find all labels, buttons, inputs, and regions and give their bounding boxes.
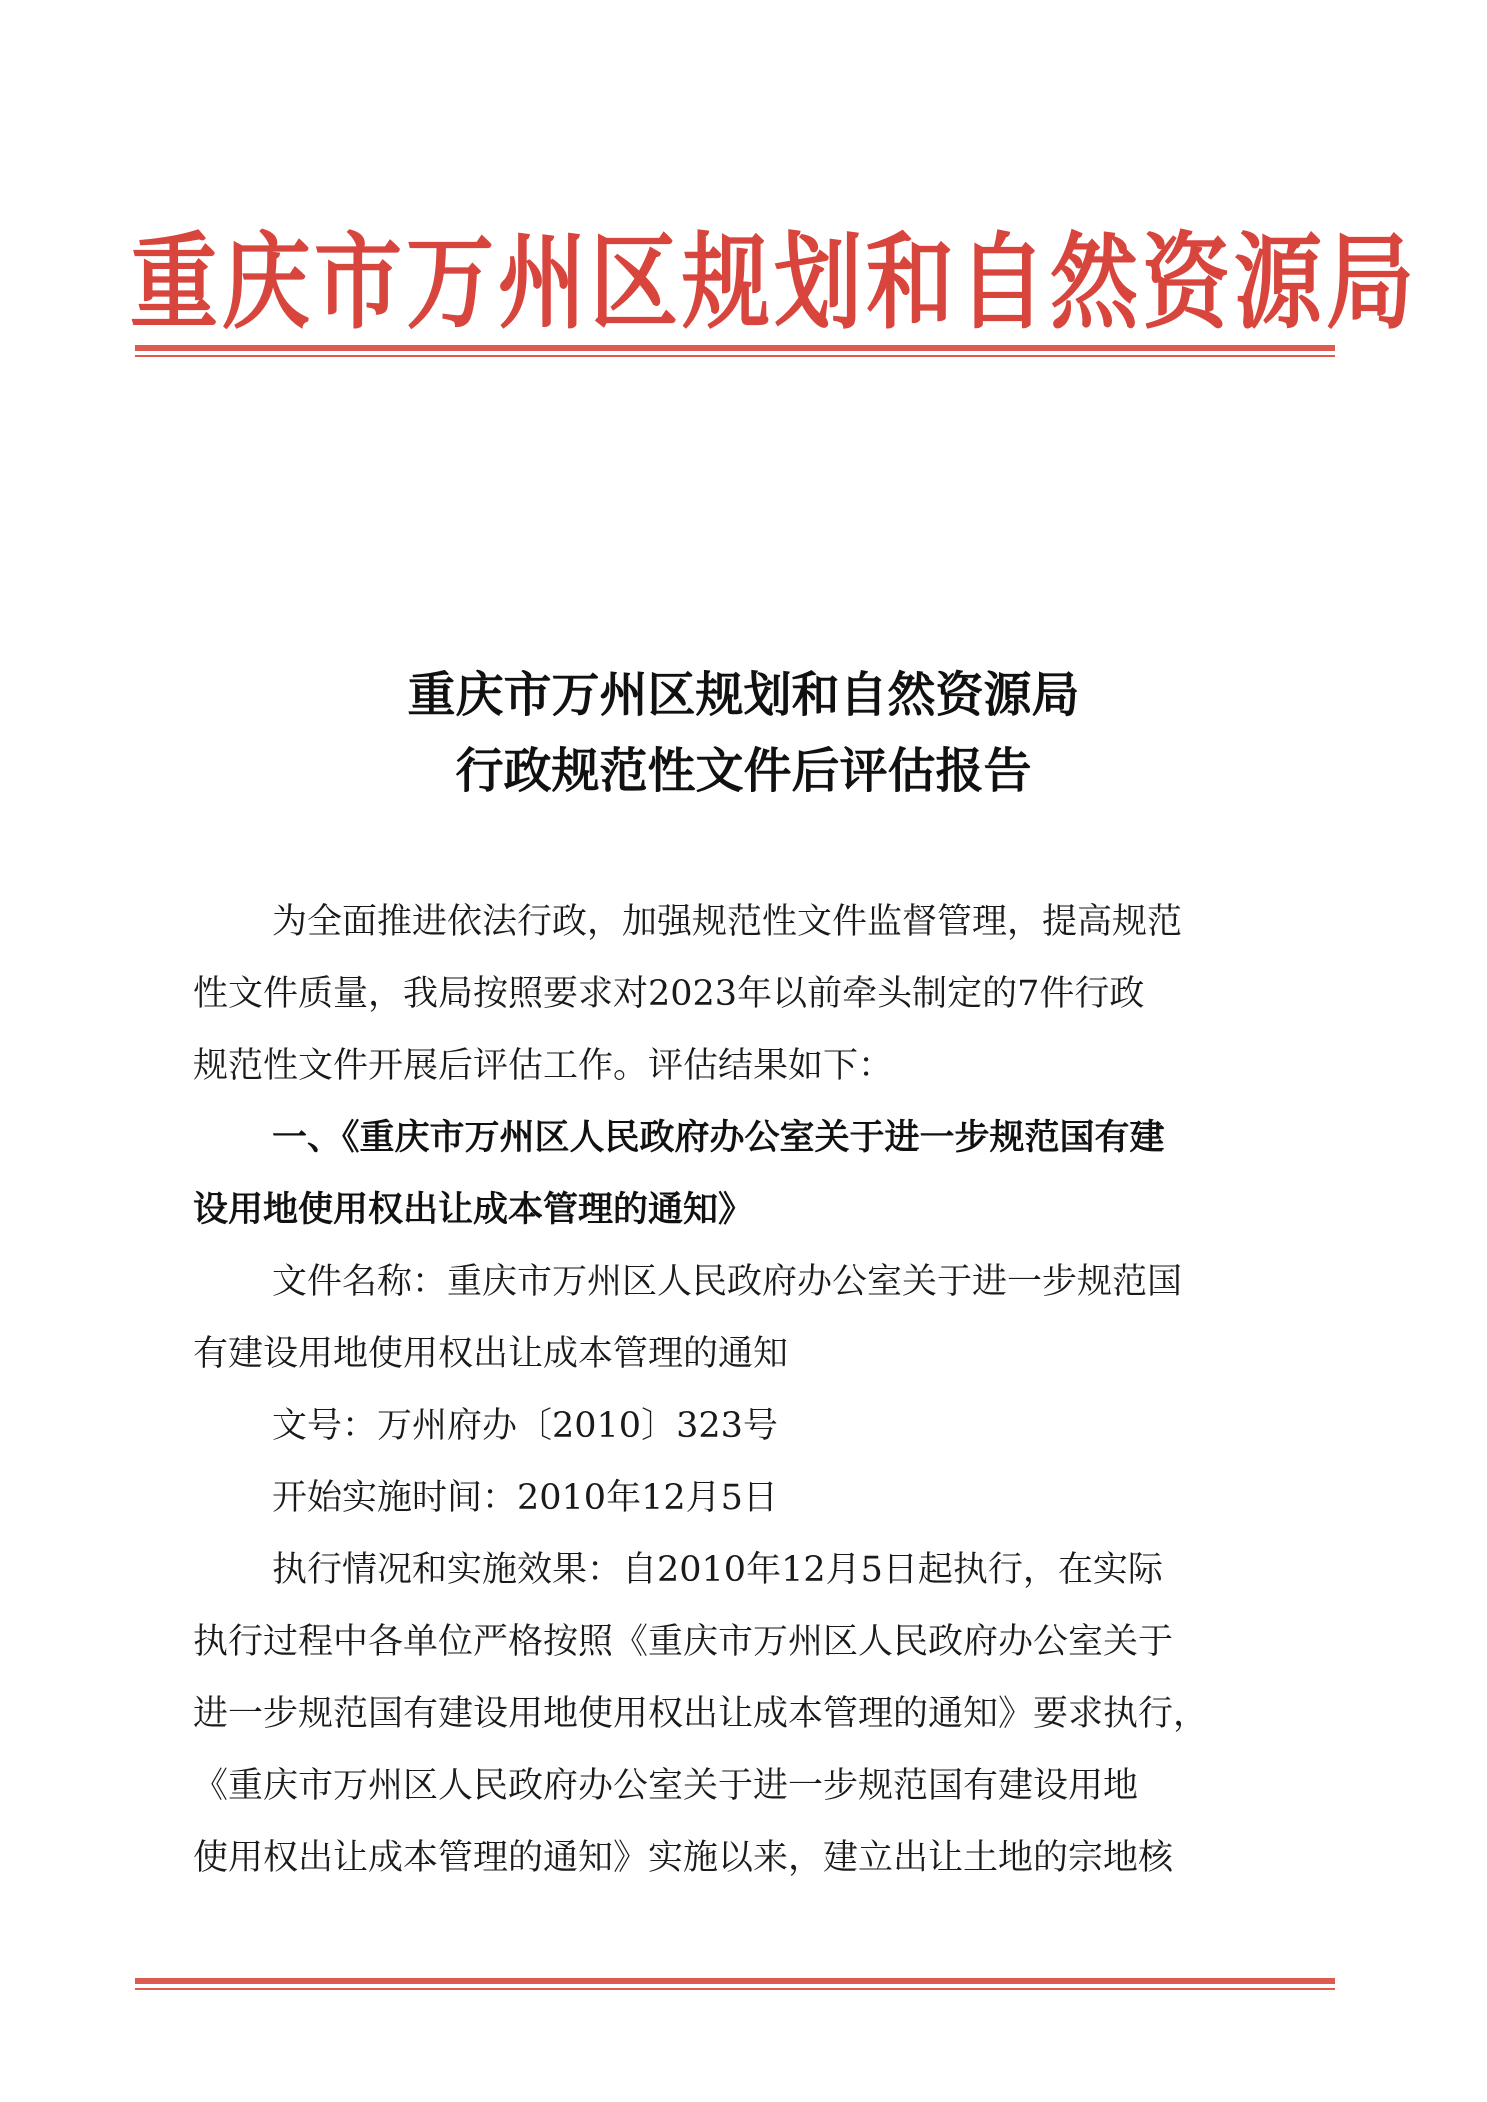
red-rule-thin xyxy=(135,355,1335,357)
red-rule-thick xyxy=(135,345,1335,351)
body-line-start-date: 开始实施时间：2010年12月5日 xyxy=(272,1478,778,1518)
body-line-execution-5: 使用权出让成本管理的通知》实施以来，建立出让土地的宗地核 xyxy=(193,1838,1174,1878)
body-line-execution-2: 执行过程中各单位严格按照《重庆市万州区人民政府办公室关于 xyxy=(193,1622,1174,1662)
body-line-3: 规范性文件开展后评估工作。评估结果如下： xyxy=(193,1046,894,1086)
document-title-line-2: 行政规范性文件后评估报告 xyxy=(455,743,1032,799)
footer-red-rule xyxy=(135,1978,1335,1990)
document-title-line-1: 重庆市万州区规划和自然资源局 xyxy=(407,667,1080,723)
footer-rule-thick xyxy=(135,1978,1335,1984)
body-line-execution-4: 《重庆市万州区人民政府办公室关于进一步规范国有建设用地 xyxy=(193,1766,1139,1806)
section-heading-1-line-2: 设用地使用权出让成本管理的通知》 xyxy=(193,1190,754,1230)
body-line-execution-3: 进一步规范国有建设用地使用权出让成本管理的通知》要求执行， xyxy=(193,1694,1209,1734)
body-line-1: 为全面推进依法行政，加强规范性文件监督管理，提高规范 xyxy=(272,902,1183,942)
body-line-document-number: 文号：万州府办〔2010〕323号 xyxy=(272,1406,778,1446)
body-line-file-name-1: 文件名称：重庆市万州区人民政府办公室关于进一步规范国 xyxy=(272,1262,1183,1302)
body-line-execution-1: 执行情况和实施效果：自2010年12月5日起执行，在实际 xyxy=(272,1550,1163,1590)
footer-rule-thin xyxy=(135,1988,1335,1990)
body-line-2: 性文件质量，我局按照要求对2023年以前牵头制定的7件行政 xyxy=(193,974,1145,1014)
body-line-file-name-2: 有建设用地使用权出让成本管理的通知 xyxy=(193,1334,789,1374)
letterhead-agency-name: 重庆市万州区规划和自然资源局 xyxy=(130,221,1419,344)
letterhead-red-rule xyxy=(135,345,1335,357)
section-heading-1-line-1: 一、《重庆市万州区人民政府办公室关于进一步规范国有建 xyxy=(272,1118,1165,1158)
